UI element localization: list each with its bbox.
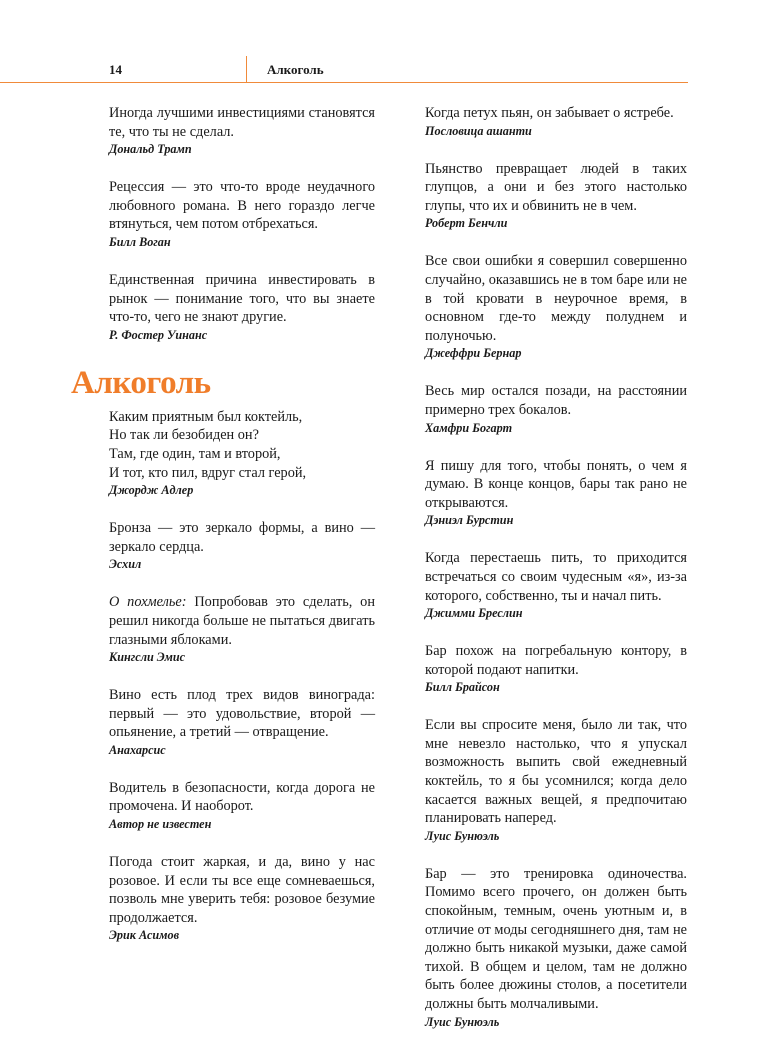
quote	[425, 457, 687, 530]
quote	[425, 382, 687, 436]
quote	[109, 593, 375, 666]
quote-text: Я пишу для того, чтобы понять, о чем я думаю. В конце концов, бары так рано не открываются.	[425, 457, 687, 511]
quote-author: Джимми Бреслин	[425, 606, 523, 621]
quote-text: Иногда лучшими инвестициями становятся те, что ты не сделал.	[109, 105, 375, 140]
quote	[425, 252, 687, 362]
quote-text: Водитель в безопасности, когда дорога не промочена. И наоборот.	[109, 779, 375, 815]
quote-text: Бар похож на погребальную контору, в которой подают напитки.	[425, 643, 687, 678]
quote-author: Р. Фостер Уинанс	[109, 327, 208, 342]
quote-author: Билл Воган	[109, 234, 171, 249]
quote	[109, 178, 375, 251]
quote-text: Каким приятным был коктейль, Но так ли безобиден он? Там, где один, там и второй, И тот, кто пил, вдруг стал герой,	[109, 408, 307, 481]
right-column	[425, 104, 687, 1051]
quote-author: Автор не известен	[109, 817, 212, 832]
quote-author: Джордж Адлер	[109, 483, 194, 498]
quote	[109, 104, 375, 158]
quote	[109, 271, 375, 344]
page-number: 14	[109, 62, 122, 77]
quote-author: Билл Брайсон	[425, 680, 500, 695]
quote-author: Эрик Асимов	[109, 928, 180, 943]
quote-author: Хамфри Богарт	[425, 420, 513, 435]
quote-author: Луис Бунюэль	[425, 1014, 500, 1029]
quote	[109, 519, 375, 573]
quote-text: Весь мир остался позади, на расстоянии примерно трех бокалов.	[425, 383, 687, 418]
quote-author: Анахарсис	[109, 742, 166, 757]
quote	[109, 408, 375, 499]
quote	[425, 642, 687, 696]
left-column	[71, 104, 375, 964]
quote-text: Бронза — это зеркало формы, а вино — зеркало сердца.	[109, 520, 375, 555]
header-separator	[246, 56, 247, 82]
quote-author: Дэниэл Бурстин	[425, 513, 514, 528]
quote-text: Бар — это тренировка одиночества. Помимо всего прочего, он должен быть спокойным, темным, очень уютным и, в отличие от моды сегодняшнего дня, там не должно быть никакой музыки, даже самой тихой. В общем и целом, там не должно быть более дюжины столов, а посетители должны быть молчаливыми.	[425, 865, 687, 1012]
quote-text: Единственная причина инвестировать в рынок — понимание того, что вы знаете что-то, чего не знают другие.	[109, 271, 375, 326]
quote-text: Если вы спросите меня, было ли так, что мне невезло настолько, что я упускал возможность выпить свой ежедневный коктейль, то я бы усомнился; когда дело касается важных вещей, я предпочитаю планировать наперед.	[425, 717, 687, 827]
quote-text: Пьянство превращает людей в таких глупцов, а они и без этого настолько глупы, что их и обвинить не в чем.	[425, 160, 687, 214]
quote	[109, 686, 375, 759]
quote-author: Дональд Трамп	[109, 142, 192, 157]
quote	[425, 104, 687, 140]
quote-author: Эсхил	[109, 557, 142, 572]
quote	[109, 779, 375, 833]
section-title: Алкоголь	[71, 364, 211, 401]
quote-author: Луис Бунюэль	[425, 828, 500, 843]
quote	[425, 549, 687, 622]
quote-text	[109, 593, 375, 649]
quote	[109, 853, 375, 944]
quote-text: Все свои ошибки я совершил совершенно случайно, оказавшись не в том баре или не в той кровати в неурочное время, в основном где-то между полуднем и полуночью.	[425, 253, 687, 344]
header-rule	[0, 82, 688, 83]
quote	[425, 865, 687, 1031]
quote-author: Джеффри Бернар	[425, 346, 522, 361]
quote-text: Вино есть плод трех видов винограда: первый — это удовольствие, второй — опьянение, а третий — отвращение.	[109, 687, 375, 741]
quote-intro: О похмелье:	[109, 594, 187, 611]
quote	[425, 716, 687, 845]
page-header	[0, 0, 762, 84]
quote-author: Кингсли Эмис	[109, 650, 186, 665]
quote-text: Когда петух пьян, он забывает о ястребе.	[425, 105, 674, 121]
quote-text: Когда перестаешь пить, то приходится встречаться со своим чудесным «я», из-за которого, собственно, ты и начал пить.	[425, 550, 687, 604]
quote-text: Рецессия — это что-то вроде неудачного любовного романа. В него гораздо легче втянуться, чем потом отбрехаться.	[109, 179, 375, 233]
quote-text: Погода стоит жаркая, и да, вино у нас розовое. И если ты все еще сомневаешься, позволь мне уверить тебя: розовое безумие продолжается.	[109, 854, 375, 926]
quote-author: Пословица ашанти	[425, 123, 532, 138]
quote	[425, 160, 687, 233]
running-header-title: Алкоголь	[267, 62, 324, 77]
quote-body: Попробовав это сделать, он решил никогда больше не пытаться двигать глазными яблоками.	[109, 594, 375, 648]
quote-author: Роберт Бенчли	[425, 216, 508, 231]
